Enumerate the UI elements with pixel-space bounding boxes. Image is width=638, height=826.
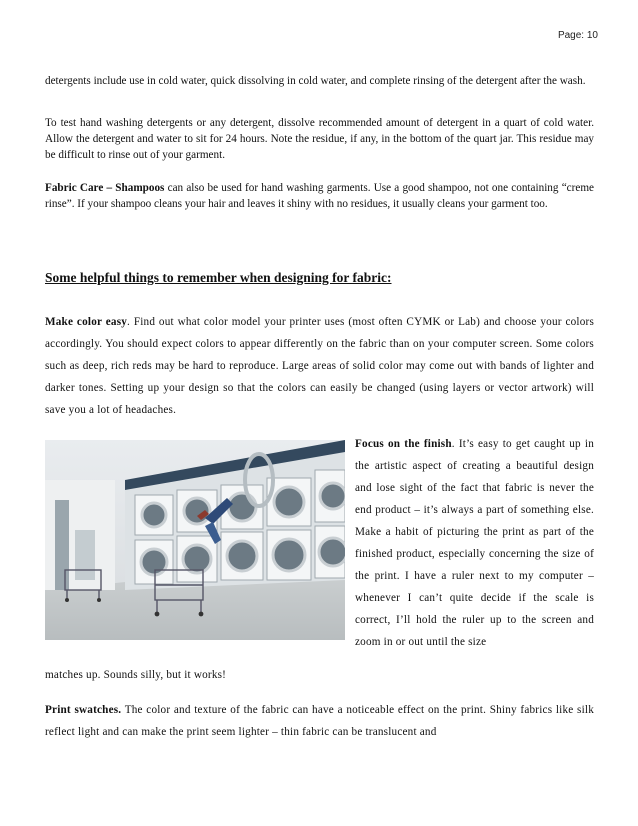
section-heading: Some helpful things to remember when designing for fabric:	[45, 270, 392, 285]
paragraph-print-swatches	[45, 699, 594, 743]
laundromat-photo	[45, 440, 345, 640]
paragraph-color-easy	[45, 311, 594, 421]
paragraph-shampoos	[45, 180, 594, 212]
print-swatches-body: The color and texture of the fabric can have a noticeable effect on the print. Shiny fabrics like silk reflect light and can make the print seem lighter – thin fabric can be translucent and	[45, 704, 594, 738]
focus-finish-body: . It’s easy to get caught up in the artistic aspect of creating a beautiful design and lose sight of the fact that fabric is never the end product – it’s always a part of something else. Make a habit of picturing the print as part of the finished product, especially concerning the size of the print. I have a ruler next to my computer – whenever I can’t quite decide if the scale is correct, I’ll hold the ruler up to the screen and zoom in or out until the size	[355, 438, 594, 648]
shampoos-body: can also be used for hand washing garments. Use a good shampoo, not one containing “creme rinse”. If your shampoo cleans your hair and leaves it shiny with no residues, it usually cleans your garment too.	[45, 182, 594, 210]
paragraph-focus-finish	[355, 433, 594, 653]
focus-finish-lead: Focus on the finish	[355, 438, 452, 450]
paragraph-detergent-test: To test hand washing detergents or any detergent, dissolve recommended amount of detergent in a quart of cold water. Allow the detergent and water to sit for 24 hours. Note the residue, if any, in the bottom of the quart jar. This residue may be difficult to rinse out of your garment.	[45, 117, 594, 161]
color-easy-lead: Make color easy	[45, 316, 128, 328]
shampoos-lead: Fabric Care – Shampoos	[45, 182, 165, 194]
print-swatches-lead: Print swatches.	[45, 704, 122, 716]
paragraph-focus-finish-tail: matches up. Sounds silly, but it works!	[45, 669, 227, 681]
paragraph-detergent-features: detergents include use in cold water, quick dissolving in cold water, and complete rinsing of the detergent after the wash.	[45, 75, 586, 87]
page-number: Page: 10	[557, 30, 598, 41]
color-easy-body: . Find out what color model your printer uses (most often CYMK or Lab) and choose your colors accordingly. You should expect colors to appear differently on the fabric than on your computer screen. Some colors such as deep, rich reds may be hard to reproduce. Large areas of solid color may come out with bands of lighter and darker tones. Setting up your design so that the colors can easily be changed (using layers or vector artwork) will save you a lot of headaches.	[45, 316, 595, 416]
laundromat-illustration	[45, 440, 345, 640]
